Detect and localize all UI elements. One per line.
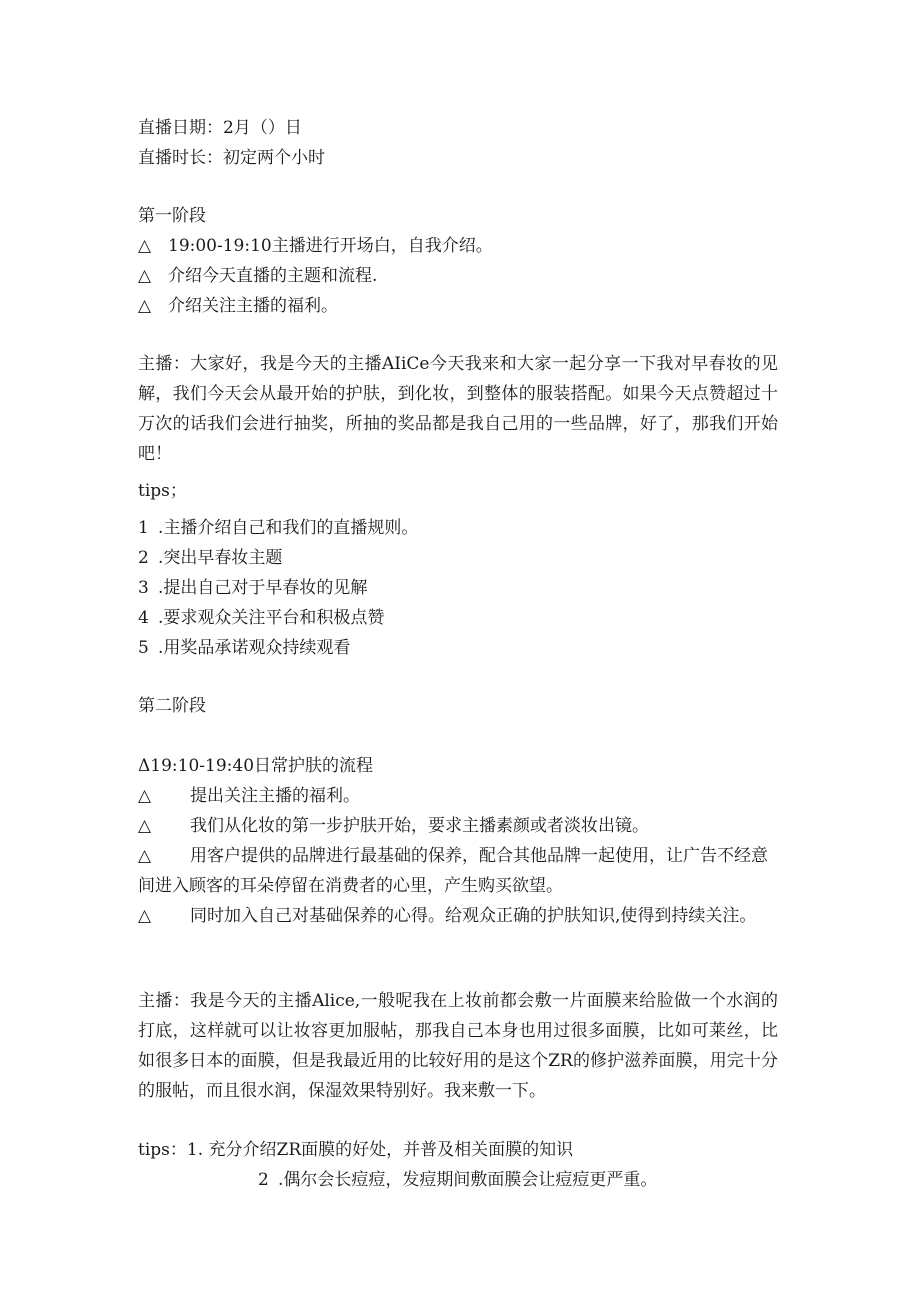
stage1-tip-item — [138, 548, 282, 568]
stage2-bullet-text: 提出关注主播的福利。 — [190, 786, 360, 806]
stage1-host-script: 主播：大家好，我是今天的主播AIiCe今天我来和大家一起分享一下我对早春妆的见解，我们今天会从最开始的护肤，到化妆，到整体的服装搭配。如果今天点赞超过十万次的话我们会进行抽奖，所抽的奖品都是我自己用的一些品牌，好了，那我们开始吧！ — [138, 354, 778, 464]
stage2-bullet — [138, 816, 649, 836]
stage2-tip-item — [138, 1140, 573, 1160]
triangle-icon: △ — [138, 846, 152, 866]
triangle-icon: △ — [138, 786, 152, 806]
stage2-title: 第二阶段 — [138, 696, 206, 716]
stage2-heading: Δ19:10-19:40日常护肤的流程 — [138, 756, 374, 776]
tip-number: 1. — [186, 1140, 204, 1160]
stage1-title: 第一阶段 — [138, 206, 206, 226]
stage1-tip-item — [138, 608, 384, 628]
tip-text: .主播介绍自己和我们的直播规则。 — [158, 518, 419, 538]
tip-number: 2 — [258, 1170, 269, 1190]
triangle-icon: △ — [138, 236, 152, 256]
tip-number: 4 — [138, 608, 149, 628]
tip-number: 2 — [138, 548, 149, 568]
triangle-icon: △ — [138, 296, 152, 316]
stage1-tips-label: tips； — [138, 481, 187, 501]
stage1-bullet — [138, 296, 338, 316]
stage1-bullet-text: 介绍关注主播的福利。 — [168, 296, 338, 316]
stage2-tip-item — [258, 1170, 657, 1190]
stage2-bullet — [138, 846, 768, 866]
triangle-icon: △ — [138, 266, 152, 286]
tip-text: .提出自己对于早春妆的见解 — [158, 578, 368, 598]
stage2-bullet — [138, 906, 756, 926]
tip-text: .突出早春妆主题 — [158, 548, 283, 568]
tip-number: 1 — [138, 518, 149, 538]
stage1-bullet — [138, 266, 377, 286]
broadcast-date: 直播日期：2月（）日 — [138, 118, 302, 138]
tip-text: .偶尔会长痘痘，发痘期间敷面膜会让痘痘更严重。 — [278, 1170, 658, 1190]
stage1-bullet-text: 19:00-19:10主播进行开场白，自我介绍。 — [168, 236, 493, 256]
tip-text: 充分介绍ZR面膜的好处，并普及相关面膜的知识 — [208, 1140, 574, 1160]
stage2-bullet — [138, 786, 360, 806]
tip-number: 3 — [138, 578, 149, 598]
triangle-icon: △ — [138, 816, 152, 836]
triangle-icon: △ — [138, 906, 152, 926]
stage2-host-script: 主播：我是今天的主播Alice,一般呢我在上妆前都会敷一片面膜来给脸做一个水润的打底，这样就可以让妆容更加服帖，那我自己本身也用过很多面膜，比如可莱丝，比如很多日本的面膜，但是我最近用的比较好用的是这个ZR的修护滋养面膜，用完十分的服帖，而且很水润，保湿效果特别好。我来敷一下。 — [138, 991, 778, 1101]
stage2-bullet-text: 用客户提供的品牌进行最基础的保养，配合其他品牌一起使用，让广告不经意 — [190, 846, 768, 866]
stage1-tip-item — [138, 518, 418, 538]
stage1-tip-item — [138, 638, 350, 658]
stage1-bullet — [138, 236, 493, 256]
broadcast-duration: 直播时长：初定两个小时 — [138, 148, 325, 168]
tip-text: .用奖品承诺观众持续观看 — [158, 638, 351, 658]
stage2-bullet-continuation: 间进入顾客的耳朵停留在消费者的心里，产生购买欲望。 — [138, 876, 563, 896]
tip-text: .要求观众关注平台和积极点赞 — [158, 608, 385, 628]
stage1-tip-item — [138, 578, 367, 598]
stage1-bullet-text: 介绍今天直播的主题和流程. — [168, 266, 378, 286]
stage2-bullet-text: 同时加入自己对基础保养的心得。给观众正确的护肤知识,使得到持续关注。 — [190, 906, 757, 926]
tip-number: 5 — [138, 638, 149, 658]
stage2-bullet-text: 我们从化妆的第一步护肤开始，要求主播素颜或者淡妆出镜。 — [190, 816, 649, 836]
stage2-tips-label: tips： — [138, 1140, 187, 1160]
